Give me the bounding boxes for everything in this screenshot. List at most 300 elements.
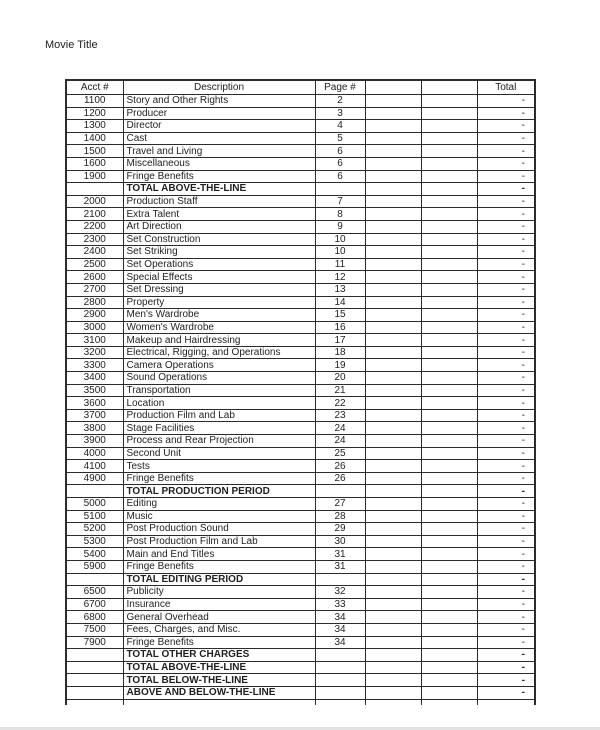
table-row	[66, 435, 535, 448]
page-cell: 31	[315, 548, 365, 561]
acct-cell: 3300	[66, 359, 123, 372]
acct-cell: 5000	[66, 498, 123, 511]
description-cell	[123, 699, 315, 705]
description-cell: Process and Rear Projection	[123, 435, 315, 448]
blank-cell-2	[421, 409, 477, 422]
total-cell: -	[477, 246, 535, 259]
blank-cell-1	[365, 246, 421, 259]
page-cell: 10	[315, 246, 365, 259]
blank-cell-1	[365, 309, 421, 322]
description-cell: TOTAL ABOVE-THE-LINE	[123, 661, 315, 674]
blank-cell-2	[421, 296, 477, 309]
page-cell: 4	[315, 120, 365, 133]
total-cell: -	[477, 120, 535, 133]
blank-cell-2	[421, 560, 477, 573]
page-cell: 5	[315, 132, 365, 145]
description-cell: Transportation	[123, 384, 315, 397]
description-cell: Main and End Titles	[123, 548, 315, 561]
blank-cell-1	[365, 120, 421, 133]
blank-cell-1	[365, 384, 421, 397]
blank-cell-1	[365, 460, 421, 473]
table-row	[66, 95, 535, 108]
table-row	[66, 661, 535, 674]
blank-cell-1	[365, 523, 421, 536]
blank-cell-2	[421, 523, 477, 536]
table-row	[66, 498, 535, 511]
acct-cell: 2200	[66, 220, 123, 233]
total-cell: -	[477, 359, 535, 372]
page-cell: 9	[315, 220, 365, 233]
acct-cell: 2900	[66, 309, 123, 322]
total-cell: -	[477, 422, 535, 435]
description-cell: Women's Wardrobe	[123, 321, 315, 334]
table-row	[66, 535, 535, 548]
total-cell: -	[477, 498, 535, 511]
blank-cell-1	[365, 95, 421, 108]
blank-cell-2	[421, 246, 477, 259]
blank-cell-2	[421, 435, 477, 448]
blank-cell-2	[421, 686, 477, 699]
blank-cell-2	[421, 107, 477, 120]
blank-cell-2	[421, 170, 477, 183]
table-row	[66, 132, 535, 145]
blank-cell-1	[365, 510, 421, 523]
blank-cell-1	[365, 321, 421, 334]
acct-cell	[66, 661, 123, 674]
blank-cell-1	[365, 145, 421, 158]
blank-cell-2	[421, 283, 477, 296]
description-cell: Travel and Living	[123, 145, 315, 158]
total-cell: -	[477, 283, 535, 296]
blank-cell-1	[365, 359, 421, 372]
blank-cell-2	[421, 485, 477, 498]
table-row	[66, 397, 535, 410]
total-cell: -	[477, 686, 535, 699]
acct-cell: 2800	[66, 296, 123, 309]
blank-cell-2	[421, 384, 477, 397]
page-cell: 31	[315, 560, 365, 573]
description-cell: Tests	[123, 460, 315, 473]
total-cell: -	[477, 321, 535, 334]
table-row	[66, 258, 535, 271]
blank-cell-2	[421, 548, 477, 561]
page-cell: 34	[315, 636, 365, 649]
table-row	[66, 686, 535, 699]
table-row	[66, 334, 535, 347]
total-cell: -	[477, 472, 535, 485]
blank-cell-1	[365, 334, 421, 347]
table-row	[66, 372, 535, 385]
acct-cell: 1500	[66, 145, 123, 158]
description-cell: Sound Operations	[123, 372, 315, 385]
table-row	[66, 598, 535, 611]
blank-cell-1	[365, 548, 421, 561]
blank-cell-1	[365, 195, 421, 208]
acct-cell: 3900	[66, 435, 123, 448]
acct-cell: 5200	[66, 523, 123, 536]
table-row	[66, 296, 535, 309]
description-cell: Set Operations	[123, 258, 315, 271]
total-cell: -	[477, 271, 535, 284]
page-cell: 29	[315, 523, 365, 536]
acct-cell: 4100	[66, 460, 123, 473]
table-row	[66, 649, 535, 662]
page-cell: 2	[315, 95, 365, 108]
page-cell: 7	[315, 195, 365, 208]
total-cell: -	[477, 586, 535, 599]
description-cell: TOTAL EDITING PERIOD	[123, 573, 315, 586]
blank-cell-1	[365, 258, 421, 271]
total-cell: -	[477, 220, 535, 233]
page-cell: 20	[315, 372, 365, 385]
page-cell: 30	[315, 535, 365, 548]
blank-cell-2	[421, 510, 477, 523]
acct-cell: 3500	[66, 384, 123, 397]
description-cell: Electrical, Rigging, and Operations	[123, 346, 315, 359]
description-cell: Stage Facilities	[123, 422, 315, 435]
acct-cell	[66, 674, 123, 687]
total-cell: -	[477, 309, 535, 322]
description-cell: Men's Wardrobe	[123, 309, 315, 322]
description-cell: Production Staff	[123, 195, 315, 208]
description-cell: Location	[123, 397, 315, 410]
table-row	[66, 120, 535, 133]
page-cell: 17	[315, 334, 365, 347]
col-header-page: Page #	[315, 80, 365, 95]
total-cell: -	[477, 384, 535, 397]
blank-cell-1	[365, 409, 421, 422]
blank-cell-2	[421, 674, 477, 687]
acct-cell: 2000	[66, 195, 123, 208]
description-cell: Music	[123, 510, 315, 523]
description-cell: General Overhead	[123, 611, 315, 624]
blank-cell-1	[365, 283, 421, 296]
col-header-blank-2	[421, 80, 477, 95]
description-cell: Set Construction	[123, 233, 315, 246]
blank-cell-2	[421, 309, 477, 322]
acct-cell: 1100	[66, 95, 123, 108]
page-cell: 28	[315, 510, 365, 523]
blank-cell-2	[421, 598, 477, 611]
table-row	[66, 246, 535, 259]
blank-cell-2	[421, 447, 477, 460]
blank-cell-1	[365, 435, 421, 448]
table-row	[66, 523, 535, 536]
blank-cell-1	[365, 535, 421, 548]
table-row	[66, 485, 535, 498]
table-row	[66, 384, 535, 397]
acct-cell	[66, 573, 123, 586]
blank-cell-1	[365, 485, 421, 498]
description-cell: TOTAL OTHER CHARGES	[123, 649, 315, 662]
blank-cell-2	[421, 208, 477, 221]
acct-cell: 5900	[66, 560, 123, 573]
blank-cell-2	[421, 321, 477, 334]
header-row	[66, 80, 535, 95]
total-cell: -	[477, 157, 535, 170]
acct-cell: 4000	[66, 447, 123, 460]
acct-cell: 7500	[66, 623, 123, 636]
budget-table-header	[66, 80, 535, 95]
total-cell: -	[477, 535, 535, 548]
blank-cell-1	[365, 107, 421, 120]
total-cell: -	[477, 560, 535, 573]
col-header-description: Description	[123, 80, 315, 95]
total-cell: -	[477, 95, 535, 108]
blank-cell-1	[365, 560, 421, 573]
description-cell: Special Effects	[123, 271, 315, 284]
total-cell: -	[477, 334, 535, 347]
col-header-total: Total	[477, 80, 535, 95]
description-cell: ABOVE AND BELOW-THE-LINE	[123, 686, 315, 699]
blank-cell-2	[421, 183, 477, 196]
description-cell: Post Production Sound	[123, 523, 315, 536]
acct-cell: 3800	[66, 422, 123, 435]
blank-cell-1	[365, 586, 421, 599]
blank-cell-2	[421, 157, 477, 170]
description-cell: TOTAL ABOVE-THE-LINE	[123, 183, 315, 196]
total-cell	[477, 699, 535, 705]
description-cell: Makeup and Hairdressing	[123, 334, 315, 347]
table-row	[66, 472, 535, 485]
blank-cell-1	[365, 157, 421, 170]
blank-cell-2	[421, 611, 477, 624]
total-cell: -	[477, 573, 535, 586]
total-cell: -	[477, 523, 535, 536]
acct-cell: 3200	[66, 346, 123, 359]
total-cell: -	[477, 460, 535, 473]
acct-cell: 2100	[66, 208, 123, 221]
budget-table	[65, 79, 536, 705]
blank-cell-2	[421, 586, 477, 599]
blank-cell-2	[421, 397, 477, 410]
description-cell: Insurance	[123, 598, 315, 611]
table-row	[66, 233, 535, 246]
blank-cell-2	[421, 460, 477, 473]
table-row	[66, 283, 535, 296]
blank-cell-1	[365, 296, 421, 309]
table-row	[66, 183, 535, 196]
page-cell: 34	[315, 611, 365, 624]
page-cell	[315, 573, 365, 586]
blank-cell-2	[421, 258, 477, 271]
total-cell: -	[477, 195, 535, 208]
blank-cell-2	[421, 346, 477, 359]
description-cell: Set Dressing	[123, 283, 315, 296]
budget-table-container	[65, 79, 538, 705]
blank-cell-1	[365, 271, 421, 284]
description-cell: Fringe Benefits	[123, 560, 315, 573]
total-cell: -	[477, 372, 535, 385]
acct-cell: 5400	[66, 548, 123, 561]
page-cell: 12	[315, 271, 365, 284]
description-cell: TOTAL PRODUCTION PERIOD	[123, 485, 315, 498]
table-row	[66, 674, 535, 687]
table-row	[66, 611, 535, 624]
blank-cell-2	[421, 372, 477, 385]
acct-cell: 3700	[66, 409, 123, 422]
page-cell	[315, 485, 365, 498]
acct-cell: 1400	[66, 132, 123, 145]
description-cell: Director	[123, 120, 315, 133]
description-cell: Editing	[123, 498, 315, 511]
blank-cell-2	[421, 220, 477, 233]
page-cell: 21	[315, 384, 365, 397]
page-cell	[315, 183, 365, 196]
total-cell: -	[477, 170, 535, 183]
acct-cell: 2300	[66, 233, 123, 246]
blank-cell-1	[365, 573, 421, 586]
page-cell: 32	[315, 586, 365, 599]
page-cell: 22	[315, 397, 365, 410]
acct-cell: 2600	[66, 271, 123, 284]
total-cell: -	[477, 649, 535, 662]
acct-cell: 5300	[66, 535, 123, 548]
page-cell: 19	[315, 359, 365, 372]
blank-cell-1	[365, 472, 421, 485]
page-cell: 33	[315, 598, 365, 611]
page-cell: 13	[315, 283, 365, 296]
table-row	[66, 636, 535, 649]
page-cell: 18	[315, 346, 365, 359]
blank-cell-1	[365, 699, 421, 705]
acct-cell: 2700	[66, 283, 123, 296]
blank-cell-2	[421, 649, 477, 662]
blank-cell-1	[365, 233, 421, 246]
page-cell: 3	[315, 107, 365, 120]
page-cell: 6	[315, 170, 365, 183]
page-cell: 26	[315, 472, 365, 485]
page-cell: 15	[315, 309, 365, 322]
total-cell: -	[477, 132, 535, 145]
table-row	[66, 359, 535, 372]
page-cell: 10	[315, 233, 365, 246]
table-row	[66, 208, 535, 221]
acct-cell: 3100	[66, 334, 123, 347]
table-row	[66, 586, 535, 599]
description-cell: Post Production Film and Lab	[123, 535, 315, 548]
acct-cell: 7900	[66, 636, 123, 649]
blank-cell-1	[365, 674, 421, 687]
total-cell: -	[477, 208, 535, 221]
description-cell: Miscellaneous	[123, 157, 315, 170]
blank-cell-2	[421, 535, 477, 548]
description-cell: Fees, Charges, and Misc.	[123, 623, 315, 636]
blank-cell-2	[421, 359, 477, 372]
blank-cell-2	[421, 573, 477, 586]
description-cell: Art Direction	[123, 220, 315, 233]
total-cell: -	[477, 674, 535, 687]
description-cell: Set Striking	[123, 246, 315, 259]
budget-table-clipped-row	[66, 699, 535, 705]
blank-cell-2	[421, 271, 477, 284]
table-row	[66, 623, 535, 636]
description-cell: Property	[123, 296, 315, 309]
acct-cell: 4900	[66, 472, 123, 485]
blank-cell-2	[421, 145, 477, 158]
table-row	[66, 560, 535, 573]
blank-cell-1	[365, 447, 421, 460]
description-cell: Story and Other Rights	[123, 95, 315, 108]
blank-cell-1	[365, 611, 421, 624]
total-cell: -	[477, 409, 535, 422]
blank-cell-2	[421, 623, 477, 636]
table-row	[66, 157, 535, 170]
acct-cell: 1600	[66, 157, 123, 170]
acct-cell: 5100	[66, 510, 123, 523]
description-cell: Fringe Benefits	[123, 472, 315, 485]
acct-cell	[66, 649, 123, 662]
blank-cell-1	[365, 598, 421, 611]
blank-cell-1	[365, 397, 421, 410]
page-cell: 23	[315, 409, 365, 422]
blank-cell-2	[421, 334, 477, 347]
acct-cell: 1300	[66, 120, 123, 133]
blank-cell-2	[421, 233, 477, 246]
blank-cell-2	[421, 699, 477, 705]
total-cell: -	[477, 435, 535, 448]
total-cell: -	[477, 548, 535, 561]
blank-cell-1	[365, 661, 421, 674]
description-cell: Second Unit	[123, 447, 315, 460]
total-cell: -	[477, 346, 535, 359]
description-cell: Production Film and Lab	[123, 409, 315, 422]
blank-cell-1	[365, 649, 421, 662]
acct-cell: 2400	[66, 246, 123, 259]
page-cell: 6	[315, 157, 365, 170]
description-cell: Fringe Benefits	[123, 170, 315, 183]
acct-cell: 3000	[66, 321, 123, 334]
page-cell: 34	[315, 623, 365, 636]
description-cell: Fringe Benefits	[123, 636, 315, 649]
description-cell: Cast	[123, 132, 315, 145]
total-cell: -	[477, 145, 535, 158]
page-cell: 25	[315, 447, 365, 460]
table-row	[66, 195, 535, 208]
table-row	[66, 346, 535, 359]
page-cell: 11	[315, 258, 365, 271]
page-cell: 14	[315, 296, 365, 309]
acct-cell: 3600	[66, 397, 123, 410]
acct-cell	[66, 485, 123, 498]
blank-cell-2	[421, 472, 477, 485]
acct-cell: 2500	[66, 258, 123, 271]
blank-cell-1	[365, 422, 421, 435]
page-cell: 27	[315, 498, 365, 511]
page-cell: 26	[315, 460, 365, 473]
table-row	[66, 447, 535, 460]
total-cell: -	[477, 258, 535, 271]
acct-cell: 1200	[66, 107, 123, 120]
total-cell: -	[477, 623, 535, 636]
table-row	[66, 409, 535, 422]
page-cell: 16	[315, 321, 365, 334]
page-cell	[315, 686, 365, 699]
table-row	[66, 220, 535, 233]
description-cell: Producer	[123, 107, 315, 120]
blank-cell-2	[421, 498, 477, 511]
page-cell	[315, 649, 365, 662]
budget-table-body	[66, 95, 535, 700]
blank-cell-1	[365, 183, 421, 196]
acct-cell: 6500	[66, 586, 123, 599]
total-cell: -	[477, 598, 535, 611]
clipped-partial-row	[66, 699, 535, 705]
page-cell: 6	[315, 145, 365, 158]
total-cell: -	[477, 661, 535, 674]
page-cell	[315, 674, 365, 687]
total-cell: -	[477, 485, 535, 498]
